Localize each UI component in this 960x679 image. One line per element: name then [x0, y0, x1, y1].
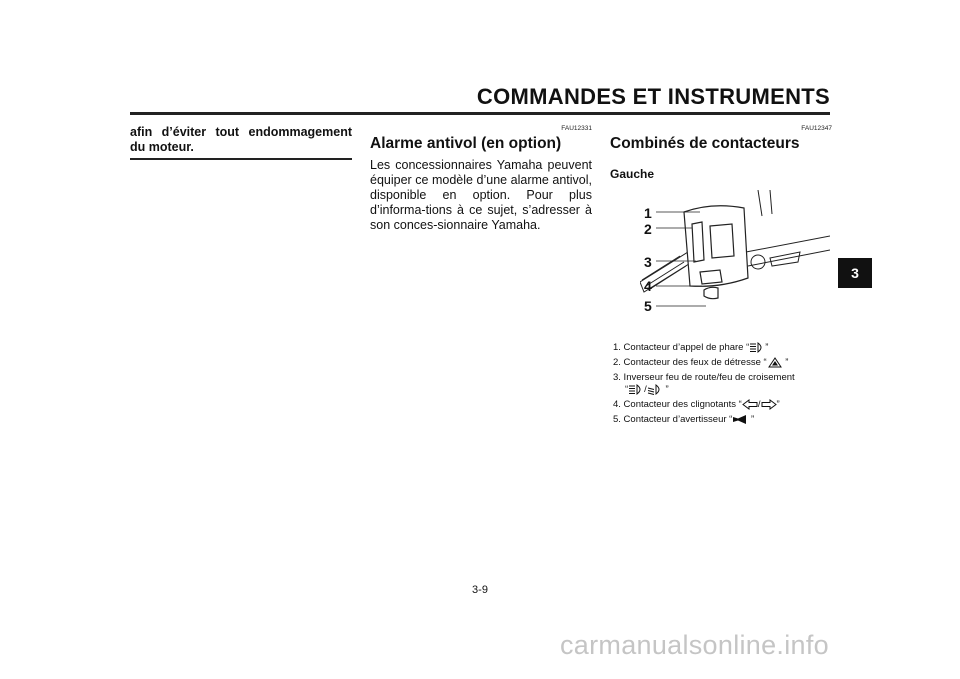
caption-1-text: 1. Contacteur d’appel de phare “: [613, 342, 750, 354]
header-title: COMMANDES ET INSTRUMENTS: [476, 84, 830, 109]
caption-3-end: ”: [662, 384, 669, 396]
caption-3-sep: /: [644, 384, 647, 396]
page-number: 3-9: [472, 584, 488, 596]
header-rule: [130, 112, 830, 115]
pass-beam-icon: [749, 342, 765, 353]
caption-3: [613, 372, 843, 396]
caption-4-text: 4. Contacteur des clignotants “: [613, 399, 742, 411]
section-title-switches: Combinés de contacteurs: [610, 135, 800, 152]
caption-3-text: 3. Inverseur feu de route/feu de croisement: [613, 372, 795, 384]
caption-5-text: 5. Contacteur d’avertisseur “: [613, 414, 733, 426]
high-beam-icon: [628, 384, 644, 395]
figure-label-5: 5: [644, 298, 652, 314]
figure-label-3: 3: [644, 254, 652, 270]
caption-1-end: ”: [765, 342, 769, 354]
handlebar-tube: [746, 190, 830, 269]
caption-3-line2: [613, 384, 843, 396]
alarm-body: Les concessionnaires Yamaha peuvent équiper ce modèle d’une alarme antivol, disponible en option. Pour plus d’informa-tions à ce sujet, s’adresser à son conces-sionnaire Yamaha.: [370, 158, 592, 232]
column-middle: [370, 125, 592, 233]
caption-3-open: “: [625, 384, 629, 396]
section-code: FAU12347: [801, 125, 832, 132]
caption-4-end: ”: [776, 399, 780, 411]
warning-continuation: afin d’éviter tout endommagement du moteur.: [130, 125, 352, 154]
subhead-left: Gauche: [610, 167, 655, 181]
caption-2-end: ”: [782, 357, 789, 369]
caption-4: [613, 399, 843, 411]
warning-rule: [130, 158, 352, 160]
handlebar-switch-illustration: [640, 190, 830, 325]
figure-captions: [613, 342, 843, 429]
caption-5-end: ”: [748, 414, 755, 426]
figure-label-2: 2: [644, 221, 652, 237]
caption-1: [613, 342, 843, 354]
hazard-icon: [767, 357, 783, 368]
caption-2: [613, 357, 843, 369]
figure-label-1: 1: [644, 205, 652, 221]
section-code: FAU12331: [561, 125, 592, 132]
watermark: carmanualsonline.info: [560, 630, 829, 660]
column-right: [610, 125, 832, 181]
horn-icon: [732, 414, 748, 425]
section-title-alarm: Alarme antivol (en option): [370, 135, 562, 152]
column-left: [130, 125, 352, 160]
figure-label-4: 4: [644, 278, 652, 294]
turn-left-icon: [742, 399, 758, 410]
caption-5: [613, 414, 843, 426]
caption-2-text: 2. Contacteur des feux de détresse “: [613, 357, 767, 369]
switch-housing: [684, 206, 748, 299]
caption-4-sep: /: [757, 399, 761, 411]
chapter-tab[interactable]: 3: [838, 258, 872, 288]
turn-right-icon: [761, 399, 777, 410]
low-beam-icon: [647, 384, 663, 395]
